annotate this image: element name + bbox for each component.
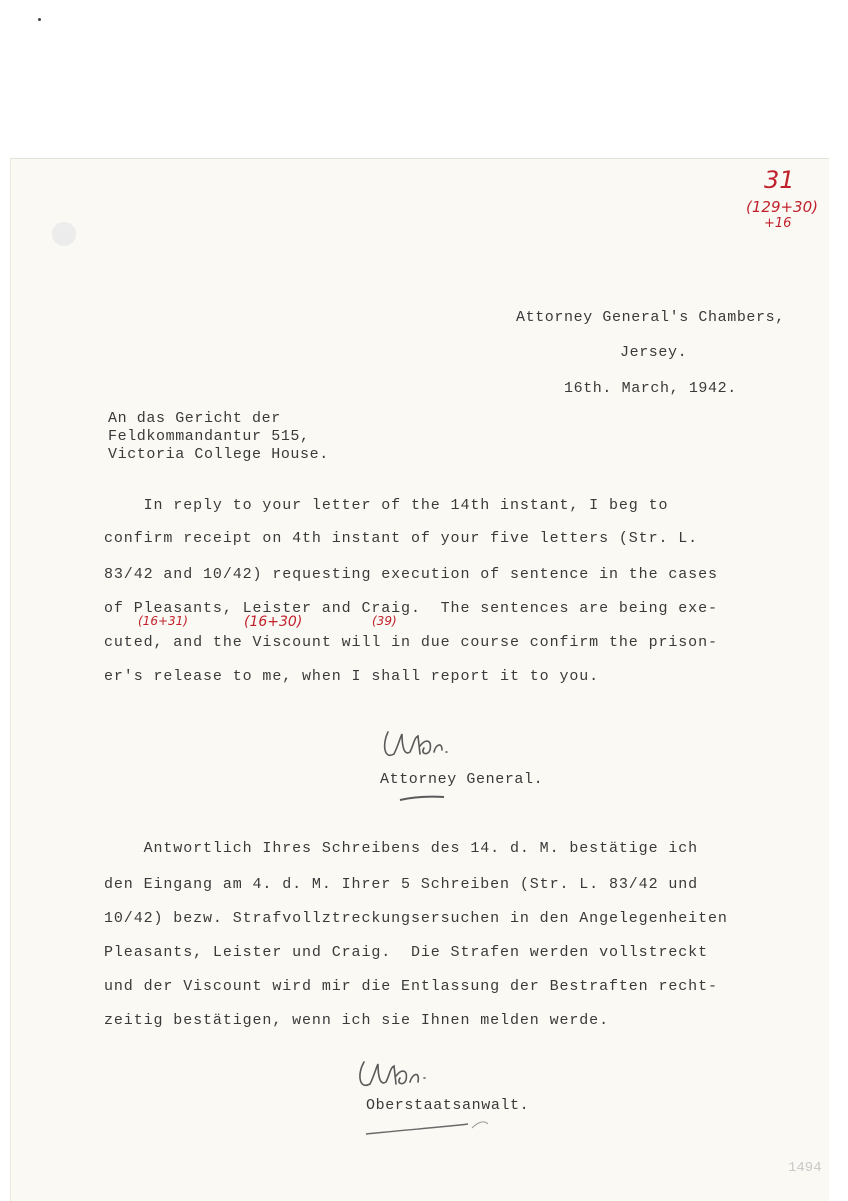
german-line-5: und der Viscount wird mir die Entlassung der Bestraften recht- — [104, 978, 718, 995]
german-line-6: zeitig bestätigen, wenn ich sie Ihnen melden werde. — [104, 1012, 609, 1029]
recipient-line-2: Feldkommandantur 515, — [108, 428, 310, 445]
english-signature-underline — [398, 794, 448, 804]
english-line-3: 83/42 and 10/42) requesting execution of sentence in the cases — [104, 566, 718, 583]
english-line-4: of Pleasants, Leister and Craig. The sentences are being exe- — [104, 600, 718, 617]
corner-folio-mark: 1494 — [788, 1160, 822, 1176]
english-line-5: cuted, and the Viscount will in due course confirm the prison- — [104, 634, 718, 651]
craig-annotation: (39) — [372, 614, 397, 628]
german-signature-underline — [364, 1118, 494, 1140]
recipient-line-1: An das Gericht der — [108, 410, 281, 427]
english-line-6: er's release to me, when I shall report it to you. — [104, 668, 600, 685]
english-line-1: In reply to your letter of the 14th instant, I beg to — [104, 497, 669, 514]
letter-date: 16th. March, 1942. — [564, 380, 737, 397]
german-line-1: Antwortlich Ihres Schreibens des 14. d. M. bestätige ich — [104, 840, 699, 857]
recipient-line-3: Victoria College House. — [108, 446, 329, 463]
german-line-2: den Eingang am 4. d. M. Ihrer 5 Schreiben (Str. L. 83/42 und — [104, 876, 699, 893]
scan-speck — [38, 18, 41, 21]
german-line-4: Pleasants, Leister und Craig. Die Strafen werden vollstreckt — [104, 944, 708, 961]
page-calc-annotation: (129+30) — [746, 198, 818, 216]
english-line-2: confirm receipt on 4th instant of your five letters (Str. L. — [104, 530, 699, 547]
english-signature-scrawl — [380, 724, 460, 764]
letterhead-place: Jersey. — [620, 344, 688, 361]
german-line-3: 10/42) bezw. Strafvollztreckungsersuchen in den Angelegenheiten — [104, 910, 728, 927]
page-calc-annotation-2: +16 — [764, 216, 792, 231]
german-signature-title: Oberstaatsanwalt. — [366, 1097, 530, 1114]
page-number-annotation: 31 — [764, 166, 795, 194]
german-signature-scrawl — [354, 1052, 440, 1094]
punch-hole — [52, 222, 76, 246]
english-signature-title: Attorney General. — [380, 771, 544, 788]
leister-annotation: (16+30) — [244, 614, 303, 630]
pleasants-annotation: (16+31) — [138, 614, 188, 628]
letterhead-office: Attorney General's Chambers, — [516, 309, 785, 326]
